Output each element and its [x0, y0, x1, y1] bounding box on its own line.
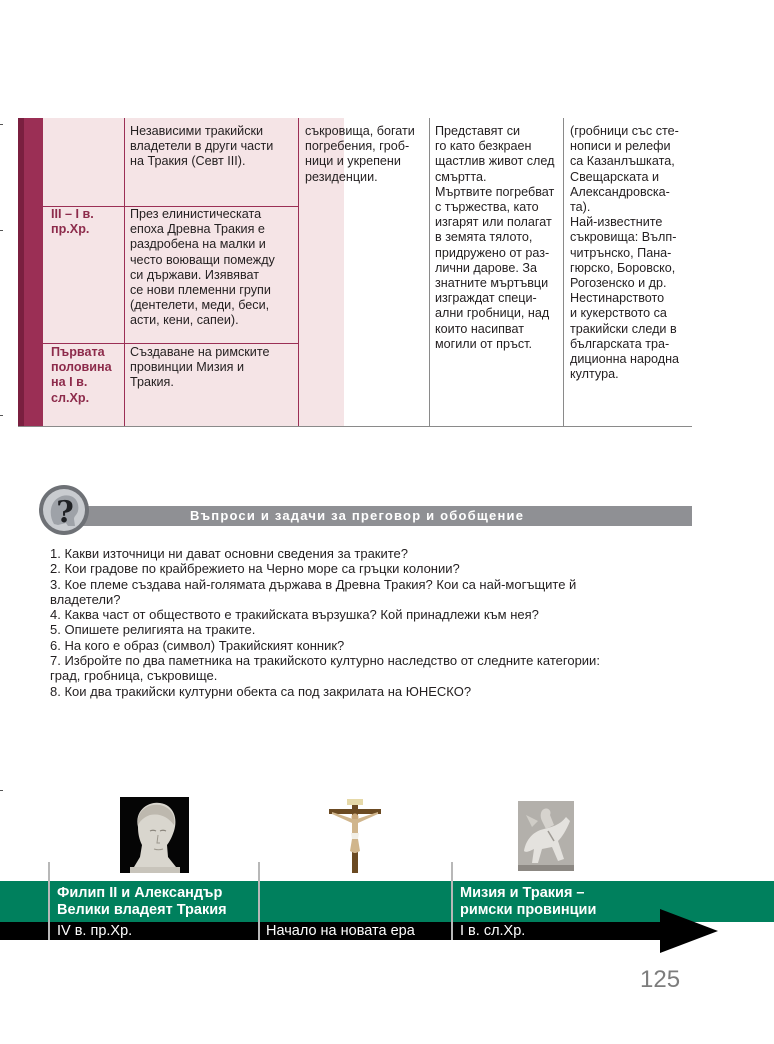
timeline-event-line: Велики владеят Тракия: [57, 902, 227, 918]
cell-line: нописи и релефи: [570, 139, 671, 154]
list-item: 2. Кои градове по крайбрежието на Черно море са гръцки колонии?: [50, 561, 460, 577]
cell-line: придружено от раз-: [435, 245, 550, 260]
culture-column: [305, 124, 427, 185]
cell-line: диционна народна: [570, 352, 680, 367]
timeline-date: Начало на новата ера: [266, 923, 415, 939]
cell-line: асти, кени, сапеи).: [130, 313, 239, 328]
cell-line: могили от пръст.: [435, 336, 533, 351]
religion-column: [435, 124, 563, 352]
margin-mark: [0, 124, 3, 125]
cell-line: Свещарската и: [570, 169, 659, 184]
cell-line: ални гробници, над: [435, 306, 550, 321]
questions-banner: Въпроси и задачи за преговор и обобщение: [82, 506, 692, 526]
cell-line: лични дарове. За: [435, 260, 537, 275]
table-row: [130, 207, 296, 329]
period-line: на I в.: [51, 375, 88, 390]
cell-line: епоха Древна Тракия е: [130, 222, 265, 237]
cell-line: ници и укрепени: [305, 154, 401, 169]
cell-line: го като безкраен: [435, 139, 532, 154]
timeline-event: [57, 885, 227, 919]
timeline-event-line: римски провинции: [460, 902, 597, 918]
cell-line: си държави. Изявяват: [130, 267, 259, 282]
cell-line: с тържества, като: [435, 200, 539, 215]
cell-line: (дентелети, меди, беси,: [130, 298, 270, 313]
timeline-event: [460, 885, 596, 919]
cell-line: читрънско, Пана-: [570, 245, 672, 260]
cell-line: раздробена на малки и: [130, 237, 266, 252]
list-item: 7. Избройте по два паметника на тракийското културно наследство от следните категории:: [50, 653, 600, 669]
margin-mark: [0, 415, 3, 416]
list-item: 8. Кои два тракийски културни обекта са под закрилата на ЮНЕСКО?: [50, 683, 472, 699]
list-item: град, гробница, съкровище.: [50, 668, 218, 684]
cell-line: (гробници със сте-: [570, 124, 679, 138]
cell-line: Най-известните: [570, 215, 663, 230]
margin-mark: [0, 790, 3, 791]
cell-line: и кукерството са: [570, 306, 667, 321]
timeline-event-line: Мизия и Тракия –: [460, 885, 585, 901]
cell-line: са Казанлъшката,: [570, 154, 675, 169]
cell-line: смъртта.: [435, 169, 487, 184]
alexander-bust-image: [120, 797, 189, 873]
cell-line: Мъртвите погребват: [435, 184, 555, 199]
cell-line: на Тракия (Севт III).: [130, 154, 246, 169]
questions-list: [50, 546, 670, 699]
cell-line: Нестинарството: [570, 291, 665, 306]
period-line: сл.Хр.: [51, 390, 90, 405]
thracian-rider-relief-image: [518, 801, 574, 871]
cell-line: провинции Мизия и: [130, 360, 244, 375]
timeline-arrow: [660, 909, 718, 953]
list-item: 1. Какви източници ни дават основни сведения за траките?: [50, 546, 409, 561]
cell-line: знатните мъртъвци: [435, 276, 549, 291]
cell-line: щастлив живот след: [435, 154, 555, 169]
cell-line: се нови племенни групи: [130, 283, 271, 298]
history-table: [18, 118, 692, 428]
cell-line: гюрско, Боровско,: [570, 260, 676, 275]
table-accent-bar: [18, 118, 43, 426]
table-row: [130, 124, 296, 170]
cell-line: които насипват: [435, 321, 524, 336]
list-item: 5. Опишете религията на траките.: [50, 622, 256, 638]
list-item: 6. На кого е образ (символ) Тракийският конник?: [50, 637, 345, 653]
period-line: III – I в.: [51, 207, 94, 221]
cell-line: Рогозенско и др.: [570, 276, 667, 291]
list-item: 4. Каква част от обществото е тракийската вързушка? Кой принадлежи към нея?: [50, 607, 539, 623]
list-item: владетели?: [50, 591, 121, 607]
timeline-tick: [451, 862, 453, 940]
svg-text:?: ?: [56, 495, 74, 530]
cell-line: През елинистическата: [130, 207, 262, 221]
cell-line: изгарят или полагат: [435, 215, 552, 230]
table-row: [130, 345, 296, 391]
cell-line: Представят си: [435, 124, 521, 138]
list-item: 3. Кое племе създава най-голямата държава в Древна Тракия? Кои са най-могъщите й: [50, 576, 577, 592]
question-head-icon: [38, 484, 90, 536]
cell-line: изграждат специ-: [435, 291, 537, 306]
cell-line: българската тра-: [570, 336, 670, 351]
period-label: [51, 207, 94, 237]
cell-line: често воюващи помежду: [130, 252, 275, 267]
cell-line: съкровища, богати: [305, 124, 415, 138]
cell-line: тракийски следи в: [570, 321, 677, 336]
period-label: [51, 345, 112, 406]
cell-line: Александровска-: [570, 184, 670, 199]
cell-line: резиденции.: [305, 169, 378, 184]
page-number: 125: [640, 966, 681, 993]
period-line: Първата: [51, 345, 105, 359]
cell-line: съкровища: Вълп-: [570, 230, 677, 245]
heritage-column: [570, 124, 690, 382]
timeline-date: I в. сл.Хр.: [460, 923, 526, 939]
cell-line: Тракия.: [130, 375, 174, 390]
table-bottom-rule: [18, 426, 692, 427]
period-line: половина: [51, 360, 112, 375]
cell-line: Създаване на римските: [130, 345, 270, 359]
timeline-tick: [258, 862, 260, 940]
crucifix-image: [327, 797, 383, 875]
period-line: пр.Хр.: [51, 222, 90, 237]
cell-line: Независими тракийски: [130, 124, 264, 138]
margin-mark: [0, 230, 3, 231]
cell-line: култура.: [570, 367, 619, 382]
cell-line: владетели в други части: [130, 139, 274, 154]
cell-line: погребения, гроб-: [305, 139, 410, 154]
cell-line: в земята тялото,: [435, 230, 533, 245]
timeline-tick: [48, 862, 50, 940]
timeline-event-line: Филип II и Александър: [57, 885, 223, 901]
cell-line: та).: [570, 200, 591, 215]
timeline-date: IV в. пр.Хр.: [57, 923, 133, 939]
